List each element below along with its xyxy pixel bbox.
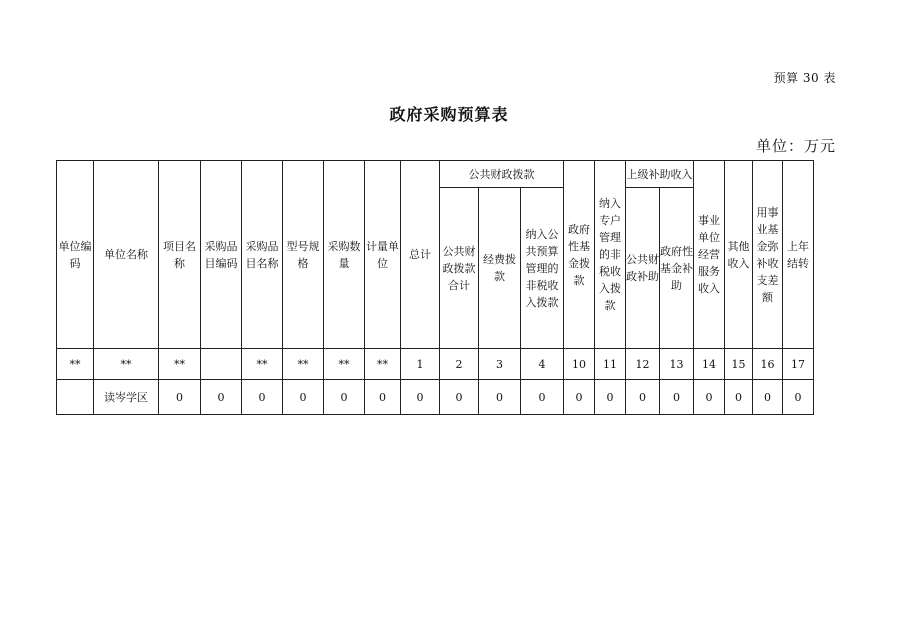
col-header-public-finance-total: 公共财政拨款合计 [440, 188, 479, 349]
table-row [57, 380, 814, 415]
table-cell: 0 [440, 380, 479, 415]
unit-label: 单位：万元 [755, 137, 836, 155]
index-cell: ** [94, 349, 159, 380]
index-cell: 13 [660, 349, 694, 380]
group-header-public-finance: 公共财政拨款 [440, 161, 564, 188]
table-cell: 0 [401, 380, 440, 415]
index-cell: ** [365, 349, 401, 380]
index-cell: ** [57, 349, 94, 380]
col-header-funding: 经费拨款 [479, 188, 521, 349]
index-cell: 2 [440, 349, 479, 380]
table-cell: 0 [324, 380, 365, 415]
form-number: 预算 30 表 [773, 71, 836, 85]
header-row-groups [57, 161, 814, 188]
table-cell: 0 [159, 380, 201, 415]
table-cell-unit-name: 读岑学区 [94, 380, 159, 415]
col-header-career-fund: 用事业基金弥补收支差额 [753, 161, 783, 349]
index-cell: ** [159, 349, 201, 380]
procurement-budget-table [56, 160, 814, 415]
col-header-unit-name: 单位名称 [94, 161, 159, 349]
index-cell: 11 [595, 349, 626, 380]
index-cell: ** [283, 349, 324, 380]
col-header-total: 总计 [401, 161, 440, 349]
col-header-business-income: 事业单位经营服务收入 [694, 161, 725, 349]
col-header-carryover: 上年结转 [783, 161, 814, 349]
table-cell: 0 [725, 380, 753, 415]
index-cell: ** [324, 349, 365, 380]
index-cell: 3 [479, 349, 521, 380]
index-cell: ** [242, 349, 283, 380]
col-header-project-name: 项目名称 [159, 161, 201, 349]
index-cell: 16 [753, 349, 783, 380]
table-cell: 0 [783, 380, 814, 415]
index-cell: 1 [401, 349, 440, 380]
index-cell: 15 [725, 349, 753, 380]
col-header-quantity: 采购数量 [324, 161, 365, 349]
index-cell: 14 [694, 349, 725, 380]
table-cell: 0 [564, 380, 595, 415]
index-cell: 17 [783, 349, 814, 380]
page-title: 政府采购预算表 [389, 105, 509, 124]
table-cell: 0 [521, 380, 564, 415]
table-cell: 0 [660, 380, 694, 415]
table-cell [57, 380, 94, 415]
col-header-fund-subsidy: 政府性基金补助 [660, 188, 694, 349]
table-cell: 0 [283, 380, 324, 415]
col-header-item-code: 采购品目编码 [201, 161, 242, 349]
group-header-superior-subsidy: 上级补助收入 [626, 161, 694, 188]
col-header-non-tax-public: 纳入公共预算管理的非税收入拨款 [521, 188, 564, 349]
table-cell: 0 [365, 380, 401, 415]
col-header-item-name: 采购品目名称 [242, 161, 283, 349]
table-cell: 0 [753, 380, 783, 415]
col-header-other-income: 其他收入 [725, 161, 753, 349]
col-header-unit-code: 单位编码 [57, 161, 94, 349]
col-header-government-fund: 政府性基金拨款 [564, 161, 595, 349]
index-cell: 10 [564, 349, 595, 380]
table-cell: 0 [626, 380, 660, 415]
index-row [57, 349, 814, 380]
col-header-public-subsidy: 公共财政补助 [626, 188, 660, 349]
table-cell: 0 [694, 380, 725, 415]
table-cell: 0 [595, 380, 626, 415]
index-cell: 12 [626, 349, 660, 380]
col-header-measure-unit: 计量单位 [365, 161, 401, 349]
table-cell: 0 [479, 380, 521, 415]
col-header-special-account: 纳入专户管理的非税收入拨款 [595, 161, 626, 349]
table-cell: 0 [242, 380, 283, 415]
col-header-model-spec: 型号规格 [283, 161, 324, 349]
index-cell [201, 349, 242, 380]
table-cell: 0 [201, 380, 242, 415]
index-cell: 4 [521, 349, 564, 380]
